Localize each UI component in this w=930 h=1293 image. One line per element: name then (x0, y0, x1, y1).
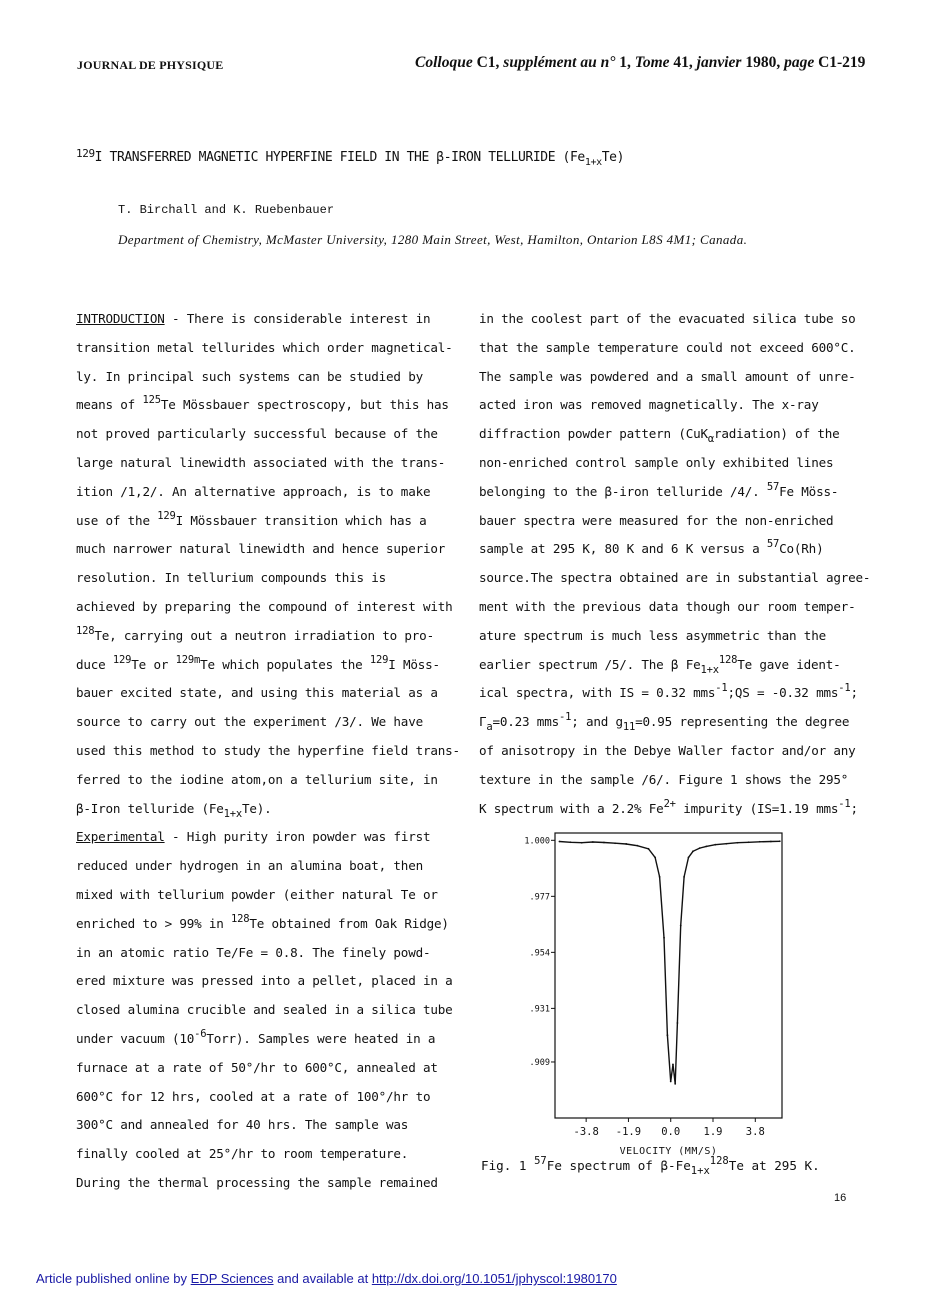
text-line: non-enriched control sample only exhibited lines (479, 454, 834, 470)
text-line: ferred to the iodine atom,on a tellurium site, in (76, 771, 438, 787)
text-line: β-Iron telluride $(Fe_{1+x}Te)$. (76, 800, 272, 820)
data-point (663, 937, 665, 939)
text-line: closed alumina crucible and sealed in a silica tube (76, 1002, 453, 1018)
text-line: transition metal tellurides which order magnetical- (76, 339, 453, 355)
x-tick-label: 3.8 (745, 1126, 765, 1138)
doi-link[interactable]: http://dx.doi.org/10.1051/jphyscol:1980170 (371, 1271, 617, 1286)
data-point (625, 843, 627, 845)
publisher-link[interactable]: EDP Sciences (190, 1271, 274, 1286)
text-line: During the thermal processing the sample remained (76, 1174, 438, 1190)
data-point (770, 841, 772, 843)
spectrum-line (560, 841, 780, 1084)
data-point (680, 925, 682, 927)
text-line: means of $^{125}$Te Mössbauer spectroscopy, but this has (76, 394, 449, 413)
data-point (659, 876, 661, 878)
text-line: texture in the sample /6/. Figure 1 shows the 295° (479, 771, 849, 787)
text-line: $^{128}$Te, carrying out a neutron irradiation to pro- (76, 624, 434, 643)
y-tick-label: .909 (529, 1057, 550, 1068)
text-line: INTRODUCTION - There is considerable interest in (76, 311, 431, 326)
text-line: ly. In principal such systems can be studied by (76, 368, 423, 384)
affiliation: Department of Chemistry, McMaster University, 1280 Main Street, West, Hamilton, Ontarion L8S 4M1; Canada. (118, 232, 748, 247)
text-line: K spectrum with a 2.2% $Fe^{2+}$ impurity (IS=1.19 mms$^{-1}$; (479, 797, 858, 816)
data-point (648, 848, 650, 850)
text-line: used this method to study the hyperfine field trans- (76, 742, 460, 758)
text-line: not proved particularly successful because of the (76, 426, 438, 442)
text-line: Experimental - High purity iron powder was first (76, 829, 431, 845)
y-tick-label: .977 (529, 892, 550, 903)
text-line: 600°C for 12 hrs, cooled at a rate of 100°/hr to (76, 1088, 431, 1104)
data-point (725, 843, 727, 845)
text-line: much narrower natural linewidth and hence superior (76, 541, 446, 557)
text-line: sample at 295 K, 80 K and 6 K versus a $^{57}$Co(Rh) (479, 538, 824, 557)
data-point (683, 876, 685, 878)
text-line: that the sample temperature could not exceed 600°C. (479, 339, 856, 355)
data-point (603, 842, 605, 844)
text-line: The sample was powdered and a small amount of unre- (479, 368, 856, 384)
data-point (654, 856, 656, 858)
text-line: reduced under hydrogen in an alumina boat, then (76, 858, 423, 874)
authors: T. Birchall and K. Ruebenbauer (118, 203, 335, 217)
text-line: 300°C and annealed for 40 hrs. The sample was (76, 1117, 409, 1133)
data-point (759, 841, 761, 843)
figure-caption: Fig. 1 $^{57}$Fe spectrum of $\beta-Fe_{1+x}^{128}Te$ at 295 K. (481, 1155, 820, 1177)
text-line: ment with the previous data though our room temper- (479, 598, 856, 614)
text-line: resolution. In tellurium compounds this is (76, 570, 387, 586)
data-point (592, 841, 594, 843)
x-axis-label: VELOCITY (MM/S) (619, 1146, 718, 1157)
text-line: in an atomic ratio Te/Fe = 0.8. The finely powd- (76, 944, 431, 960)
text-line: achieved by preparing the compound of interest with (76, 598, 453, 614)
data-point (699, 847, 701, 849)
text-line: diffraction powder pattern (CuK$_\alpha$radiation) of the (479, 426, 840, 446)
text-line: enriched to > 99% in $^{128}$Te obtained from Oak Ridge) (76, 912, 449, 931)
plot-frame (555, 833, 782, 1118)
data-point (666, 1034, 668, 1036)
right-column (479, 305, 870, 823)
x-tick-label: 1.9 (703, 1126, 723, 1138)
text-line: $\Gamma_a=0.23$ mms$^{-1}$; and $g_{11}=0.95$ representing the degree (479, 711, 850, 734)
text-line: under vacuum $(10^{-6}Torr)$. Samples were heated in a (76, 1027, 436, 1046)
data-point (581, 842, 583, 844)
text-line: source.The spectra obtained are in substantial agree- (479, 570, 871, 586)
data-point (670, 1081, 672, 1083)
journal-name: JOURNAL DE PHYSIQUE (77, 58, 224, 72)
text-line: bauer excited state, and using this material as a (76, 685, 438, 701)
text-line: ical spectra, with IS = 0.32 mms$^{-1}$;QS = -0.32 mms$^{-1}$; (479, 682, 858, 701)
x-tick-label: -1.9 (615, 1126, 642, 1138)
text-line: source to carry out the experiment /3/. We have (76, 714, 423, 730)
data-point (674, 1083, 676, 1085)
data-point (737, 842, 739, 844)
data-point (614, 842, 616, 844)
data-point (688, 856, 690, 858)
data-point (636, 845, 638, 847)
issue-info: Colloque C1, supplément au n° 1, Tome 41, janvier 1980, page C1-219 (415, 54, 866, 71)
x-tick-label: -3.8 (573, 1126, 599, 1138)
data-point (672, 1064, 674, 1066)
data-point (779, 840, 781, 842)
data-point (559, 841, 561, 843)
data-point (748, 841, 750, 843)
y-tick-label: .931 (529, 1004, 550, 1015)
data-point (714, 844, 716, 846)
data-point (570, 841, 572, 843)
page-number: 16 (834, 1192, 847, 1204)
text-line: earlier spectrum /5/. The β $Fe_{1+x}^{128}Te$ gave ident- (479, 653, 841, 676)
text-line: ered mixture was pressed into a pellet, placed in a (76, 973, 453, 989)
mossbauer-spectrum-chart (510, 828, 800, 1158)
text-line: ature spectrum is much less asymmetric than the (479, 627, 826, 643)
paper-title: $^{129}$I TRANSFERRED MAGNETIC HYPERFINE FIELD IN THE β-IRON TELLURIDE $(Fe_{1+x}Te)$ (76, 147, 624, 168)
x-tick-label: 0.0 (661, 1126, 681, 1138)
y-tick-label: .954 (529, 948, 550, 959)
text-line: ition /1,2/. An alternative approach, is to make (76, 483, 431, 499)
text-line: finally cooled at 25°/hr to room temperature. (76, 1146, 409, 1162)
publication-footer: Article published online by EDP Sciences and available at http://dx.doi.org/10.1051/jphyscol:1980170 (36, 1271, 617, 1286)
text-line: duce $^{129}$Te or $^{129m}$Te which populates the $^{129}$I Möss- (76, 653, 440, 672)
text-line: belonging to the β-iron telluride /4/. $^{57}$Fe Möss- (479, 480, 839, 499)
text-line: mixed with tellurium powder (either natural Te or (76, 886, 438, 902)
data-point (705, 845, 707, 847)
data-point (692, 850, 694, 852)
left-column (76, 305, 460, 1198)
text-line: use of the $^{129}$I Mössbauer transition which has a (76, 509, 427, 528)
text-line: furnace at a rate of 50°/hr to 600°C, annealed at (76, 1059, 438, 1075)
y-tick-label: 1.000 (524, 836, 550, 847)
text-line: of anisotropy in the Debye Waller factor and/or any (479, 742, 856, 758)
text-line: bauer spectra were measured for the non-enriched (479, 512, 834, 528)
text-line: large natural linewidth associated with the trans- (76, 454, 446, 470)
data-point (677, 1022, 679, 1024)
text-line: in the coolest part of the evacuated silica tube so (479, 311, 856, 326)
text-line: acted iron was removed magnetically. The x-ray (479, 397, 819, 413)
